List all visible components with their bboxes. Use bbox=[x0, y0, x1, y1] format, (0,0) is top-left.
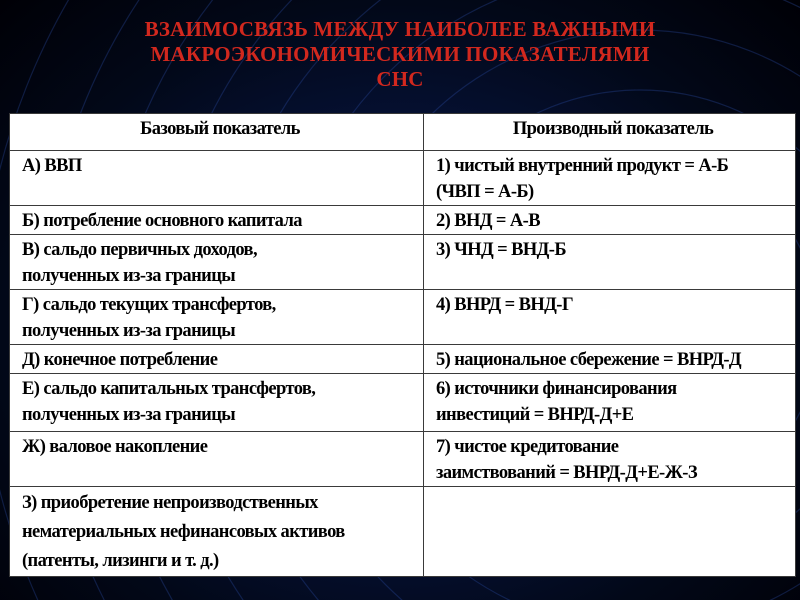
cell-text: 4) ВНРД = ВНД-Г bbox=[436, 295, 573, 315]
cell-text: (ЧВП = А-Б) bbox=[436, 182, 534, 202]
cell-text: Ж) валовое накопление bbox=[22, 437, 208, 457]
cell-text: 7) чистое кредитование bbox=[436, 437, 619, 457]
cell-text: 3) ЧНД = ВНД-Б bbox=[436, 240, 566, 260]
cell-text: А) ВВП bbox=[22, 156, 82, 176]
table-row bbox=[10, 235, 796, 290]
title-line-3: СНС bbox=[376, 67, 424, 91]
table-row bbox=[10, 374, 796, 432]
base-cell bbox=[10, 432, 424, 487]
base-cell bbox=[10, 345, 424, 374]
derived-cell bbox=[424, 290, 796, 345]
cell-text: Е) сальдо капитальных трансфертов, bbox=[22, 379, 316, 399]
table-header-row bbox=[10, 114, 796, 151]
cell-text: заимствований = ВНРД-Д+Е-Ж-З bbox=[436, 463, 698, 483]
cell-text: полученных из-за границы bbox=[22, 321, 236, 341]
derived-cell bbox=[424, 374, 796, 432]
cell-text: 2) ВНД = А-В bbox=[436, 211, 540, 231]
cell-text: инвестиций = ВНРД-Д+Е bbox=[436, 405, 634, 425]
base-cell bbox=[10, 235, 424, 290]
header-derived: Производный показатель bbox=[424, 114, 796, 151]
table-row bbox=[10, 345, 796, 374]
page-title bbox=[40, 17, 760, 92]
derived-cell bbox=[424, 345, 796, 374]
cell-text: полученных из-за границы bbox=[22, 266, 236, 286]
base-cell bbox=[10, 374, 424, 432]
title-line-2: МАКРОЭКОНОМИЧЕСКИМИ ПОКАЗАТЕЛЯМИ bbox=[150, 42, 650, 66]
derived-cell bbox=[424, 432, 796, 487]
cell-text: Б) потребление основного капитала bbox=[22, 211, 302, 231]
presentation-board-icon bbox=[600, 536, 634, 570]
base-cell bbox=[10, 290, 424, 345]
cell-text: Д) конечное потребление bbox=[22, 350, 218, 370]
cell-text: (патенты, лизинги и т. д.) bbox=[22, 551, 219, 571]
table-row bbox=[10, 432, 796, 487]
cell-text: 6) источники финансирования bbox=[436, 379, 677, 399]
cell-text: нематериальных нефинансовых активов bbox=[22, 522, 345, 542]
watermark-text: MyShared bbox=[642, 536, 783, 569]
derived-cell bbox=[424, 151, 796, 206]
watermark bbox=[600, 533, 783, 573]
derived-cell bbox=[424, 206, 796, 235]
cell-text: Г) сальдо текущих трансфертов, bbox=[22, 295, 276, 315]
table-row bbox=[10, 151, 796, 206]
cell-text: З) приобретение непроизводственных bbox=[22, 493, 318, 513]
cell-text: 5) национальное сбережение = ВНРД-Д bbox=[436, 350, 742, 370]
cell-text: полученных из-за границы bbox=[22, 405, 236, 425]
header-base: Базовый показатель bbox=[10, 114, 424, 151]
cell-text: В) сальдо первичных доходов, bbox=[22, 240, 257, 260]
base-cell bbox=[10, 151, 424, 206]
table-row bbox=[10, 290, 796, 345]
table-row bbox=[10, 206, 796, 235]
base-cell bbox=[10, 206, 424, 235]
derived-cell bbox=[424, 235, 796, 290]
indicators-table bbox=[9, 113, 796, 577]
cell-text: 1) чистый внутренний продукт = А-Б bbox=[436, 156, 729, 176]
base-cell bbox=[10, 487, 424, 577]
title-line-1: ВЗАИМОСВЯЗЬ МЕЖДУ НАИБОЛЕЕ ВАЖНЫМИ bbox=[144, 17, 656, 41]
